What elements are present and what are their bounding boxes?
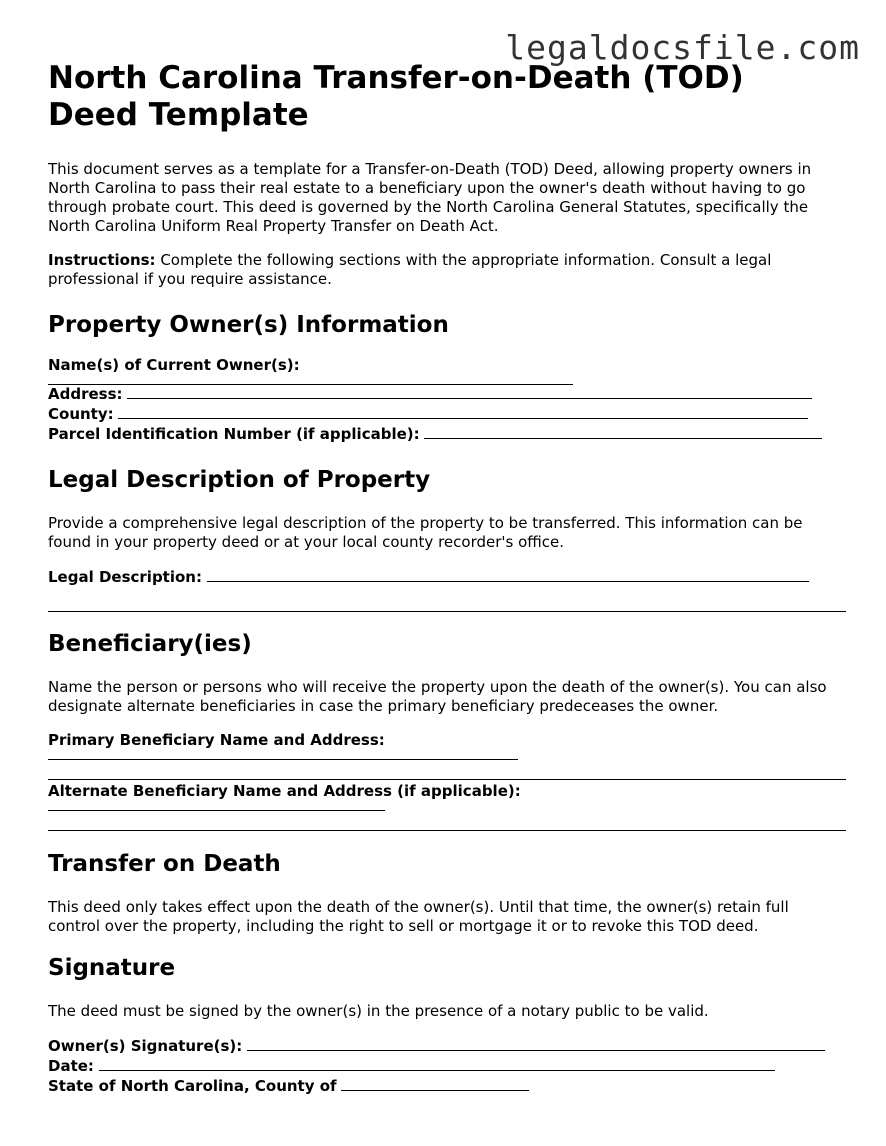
beneficiary-paragraph: Name the person or persons who will receive the property upon the death of the owner(s). You can also designate alternate beneficiaries in case the primary beneficiary predeceases the owner. <box>48 678 827 715</box>
legal-description-line[interactable] <box>207 567 809 582</box>
county-of-line[interactable] <box>341 1076 529 1091</box>
primary-beneficiary-line-2[interactable] <box>48 779 846 780</box>
legal-section-heading: Legal Description of Property <box>48 467 431 493</box>
legal-paragraph: Provide a comprehensive legal description of the property to be transferred. This information can be found in your property deed or at your local county recorder's office. <box>48 514 803 551</box>
date-label: Date: <box>48 1057 94 1075</box>
alternate-beneficiary-line-2[interactable] <box>48 830 846 831</box>
parcel-label: Parcel Identification Number (if applicable): <box>48 425 420 443</box>
state-county-field <box>48 1076 848 1096</box>
state-county-label: State of North Carolina, County of <box>48 1077 337 1095</box>
date-line[interactable] <box>99 1056 775 1071</box>
intro-paragraph: This document serves as a template for a Transfer-on-Death (TOD) Deed, allowing property owners in North Carolina to pass their real estate to a beneficiary upon the owner's death without having to go through probate court. This deed is governed by the North Carolina General Statutes, specifically the North Carolina Uniform Real Property Transfer on Death Act. <box>48 160 812 235</box>
owner-names-label: Name(s) of Current Owner(s): <box>48 356 300 374</box>
transfer-paragraph: This deed only takes effect upon the death of the owner(s). Until that time, the owner(s) retain full control over the property, including the right to sell or mortgage it or to revoke this TOD deed. <box>48 898 789 935</box>
legal-description-label: Legal Description: <box>48 568 202 586</box>
watermark: legaldocsfile.com <box>505 28 860 67</box>
instructions-paragraph <box>48 251 838 289</box>
legal-description-line-2[interactable] <box>48 611 846 612</box>
parcel-line[interactable] <box>424 424 822 439</box>
owner-names-field <box>48 356 848 375</box>
address-line[interactable] <box>127 384 812 399</box>
owner-signature-field <box>48 1036 848 1056</box>
primary-beneficiary-line[interactable] <box>48 759 518 760</box>
page-title: North Carolina Transfer-on-Death (TOD) Deed Template <box>48 60 744 133</box>
primary-beneficiary-label: Primary Beneficiary Name and Address: <box>48 731 385 749</box>
owner-section-heading: Property Owner(s) Information <box>48 312 449 338</box>
alternate-beneficiary-line[interactable] <box>48 810 385 811</box>
address-field <box>48 384 848 404</box>
county-label: County: <box>48 405 114 423</box>
beneficiary-section-heading: Beneficiary(ies) <box>48 631 252 657</box>
instructions-text: Complete the following sections with the appropriate information. Consult a legal professional if you require assistance. <box>48 251 772 288</box>
signature-paragraph: The deed must be signed by the owner(s) in the presence of a notary public to be valid. <box>48 1002 709 1020</box>
owner-signature-label: Owner(s) Signature(s): <box>48 1037 243 1055</box>
county-line[interactable] <box>118 404 808 419</box>
document <box>48 60 848 1096</box>
instructions-label: Instructions: <box>48 251 156 269</box>
primary-beneficiary-field <box>48 731 848 750</box>
alternate-beneficiary-field <box>48 782 848 801</box>
date-field <box>48 1056 848 1076</box>
county-field <box>48 404 848 424</box>
owner-signature-line[interactable] <box>247 1036 825 1051</box>
legal-description-field <box>48 567 848 587</box>
parcel-field <box>48 424 848 444</box>
alternate-beneficiary-label: Alternate Beneficiary Name and Address (if applicable): <box>48 782 521 800</box>
signature-section-heading: Signature <box>48 955 176 981</box>
address-label: Address: <box>48 385 123 403</box>
transfer-section-heading: Transfer on Death <box>48 851 281 877</box>
